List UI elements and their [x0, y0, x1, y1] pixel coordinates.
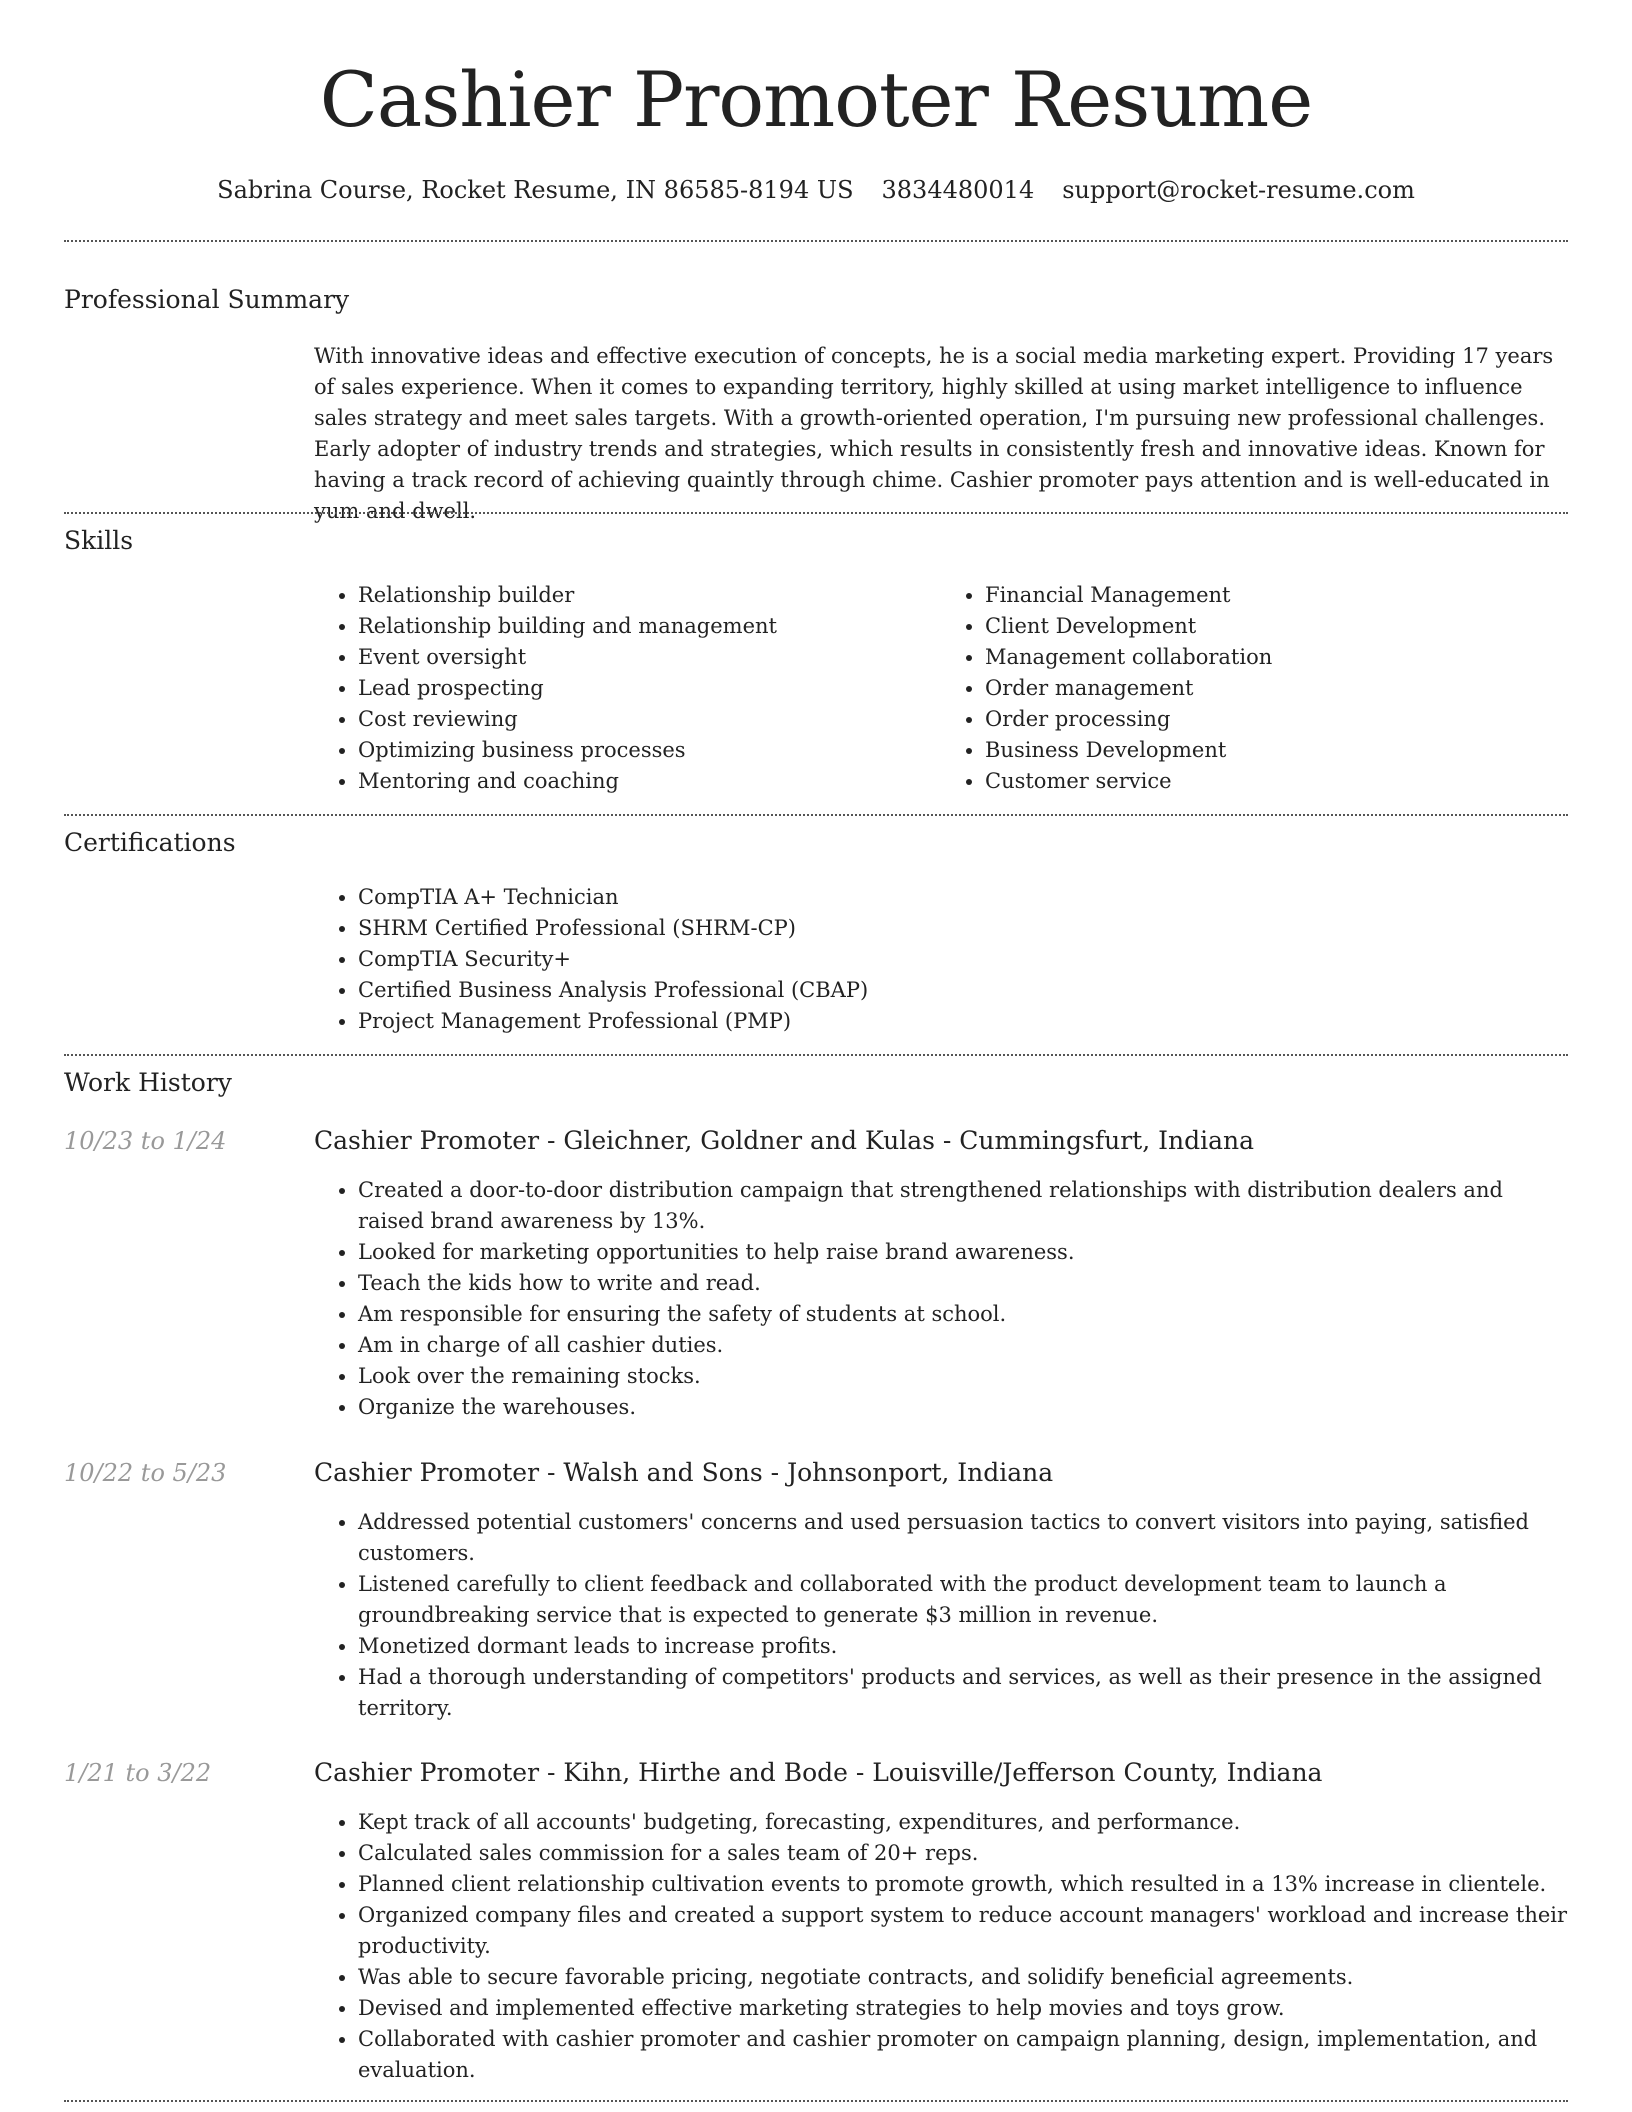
list-item: • Lead prospecting: [358, 673, 941, 704]
summary-text-block: [314, 341, 1568, 527]
list-item: • Am responsible for ensuring the safety of students at school.: [358, 1299, 1568, 1330]
list-item: • Created a door-to-door distribution campaign that strengthened relationships with distribution dealers and raised brand awareness by 13%.: [358, 1175, 1568, 1237]
contact-address: Sabrina Course, Rocket Resume, IN 86585-8194 US: [217, 176, 854, 204]
list-item: • Optimizing business processes: [358, 735, 941, 766]
skills-list-right: [941, 580, 1568, 797]
certifications-list: [314, 882, 1568, 1037]
list-item: • Collaborated with cashier promoter and cashier promoter on campaign planning, design, implementation, and evaluation.: [358, 2024, 1568, 2086]
list-item: • Management collaboration: [985, 642, 1568, 673]
list-item: • Customer service: [985, 766, 1568, 797]
list-item: • Order management: [985, 673, 1568, 704]
job-bullets-block: [314, 1807, 1568, 2086]
section-heading-work-history: Work History: [64, 1068, 232, 1097]
contact-email: support@rocket-resume.com: [1062, 176, 1415, 204]
list-item: • Mentoring and coaching: [358, 766, 941, 797]
list-item: • Monetized dormant leads to increase profits.: [358, 1631, 1568, 1662]
list-item: • Event oversight: [358, 642, 941, 673]
list-item: • Organized company files and created a support system to reduce account managers' workload and increase their productivity.: [358, 1900, 1568, 1962]
list-item: • Project Management Professional (PMP): [358, 1006, 1568, 1037]
list-item: • Devised and implemented effective marketing strategies to help movies and toys grow.: [358, 1993, 1568, 2024]
section-heading-summary: Professional Summary: [64, 285, 350, 314]
contact-line: [64, 170, 1568, 210]
list-item: • Had a thorough understanding of competitors' products and services, as well as their presence in the assigned territory.: [358, 1662, 1568, 1724]
skills-block: [314, 580, 1568, 797]
section-heading-skills: Skills: [64, 526, 134, 555]
divider: [64, 1054, 1568, 1056]
list-item: • Calculated sales commission for a sales team of 20+ reps.: [358, 1838, 1568, 1869]
list-item: • Relationship building and management: [358, 611, 941, 642]
job-bullets: [314, 1807, 1568, 2086]
job-dates: 10/22 to 5/23: [64, 1459, 227, 1487]
divider: [64, 512, 1568, 514]
list-item: • Addressed potential customers' concerns and used persuasion tactics to convert visitors into paying, satisfied customers.: [358, 1507, 1568, 1569]
list-item: • Look over the remaining stocks.: [358, 1361, 1568, 1392]
divider: [64, 2100, 1568, 2102]
job-title: Cashier Promoter - Walsh and Sons - Johnsonport, Indiana: [314, 1458, 1054, 1487]
list-item: • Client Development: [985, 611, 1568, 642]
list-item: • CompTIA A+ Technician: [358, 882, 1568, 913]
divider: [64, 814, 1568, 816]
list-item: • Kept track of all accounts' budgeting, forecasting, expenditures, and performance.: [358, 1807, 1568, 1838]
list-item: • Was able to secure favorable pricing, negotiate contracts, and solidify beneficial agreements.: [358, 1962, 1568, 1993]
list-item: • Cost reviewing: [358, 704, 941, 735]
list-item: • Am in charge of all cashier duties.: [358, 1330, 1568, 1361]
page-title: Cashier Promoter Resume: [319, 55, 1313, 144]
job-bullets: [314, 1175, 1568, 1423]
job-bullets-block: [314, 1507, 1568, 1724]
list-item: • SHRM Certified Professional (SHRM-CP): [358, 913, 1568, 944]
job-title: Cashier Promoter - Gleichner, Goldner and Kulas - Cummingsfurt, Indiana: [314, 1126, 1254, 1155]
divider: [64, 240, 1568, 242]
summary-text: With innovative ideas and effective execution of concepts, he is a social media marketing expert. Providing 17 years of sales experience. When it comes to expanding territory, highly skilled at using market intelligence to influence sales strategy and meet sales targets. With a growth-oriented operation, I'm pursuing new professional challenges. Early adopter of industry trends and strategies, which results in consistently fresh and innovative ideas. Known for having a track record of achieving quaintly through chime. Cashier promoter pays attention and is well-educated in yum and dwell.: [314, 344, 1554, 523]
list-item: • Order processing: [985, 704, 1568, 735]
job-dates: 1/21 to 3/22: [64, 1759, 212, 1787]
list-item: • Planned client relationship cultivation events to promote growth, which resulted in a 13% increase in clientele.: [358, 1869, 1568, 1900]
job-bullets-block: [314, 1175, 1568, 1423]
list-item: • Relationship builder: [358, 580, 941, 611]
list-item: • Business Development: [985, 735, 1568, 766]
list-item: • Organize the warehouses.: [358, 1392, 1568, 1423]
list-item: • Certified Business Analysis Professional (CBAP): [358, 975, 1568, 1006]
job-dates: 10/23 to 1/24: [64, 1127, 227, 1155]
list-item: • Listened carefully to client feedback and collaborated with the product development team to launch a groundbreaking service that is expected to generate $3 million in revenue.: [358, 1569, 1568, 1631]
skills-list-left: [314, 580, 941, 797]
list-item: • CompTIA Security+: [358, 944, 1568, 975]
certifications-block: [314, 882, 1568, 1037]
job-bullets: [314, 1507, 1568, 1724]
list-item: • Teach the kids how to write and read.: [358, 1268, 1568, 1299]
contact-phone: 3834480014: [881, 176, 1035, 204]
list-item: • Looked for marketing opportunities to help raise brand awareness.: [358, 1237, 1568, 1268]
list-item: • Financial Management: [985, 580, 1568, 611]
section-heading-certifications: Certifications: [64, 828, 236, 857]
job-title: Cashier Promoter - Kihn, Hirthe and Bode - Louisville/Jefferson County, Indiana: [314, 1758, 1323, 1787]
